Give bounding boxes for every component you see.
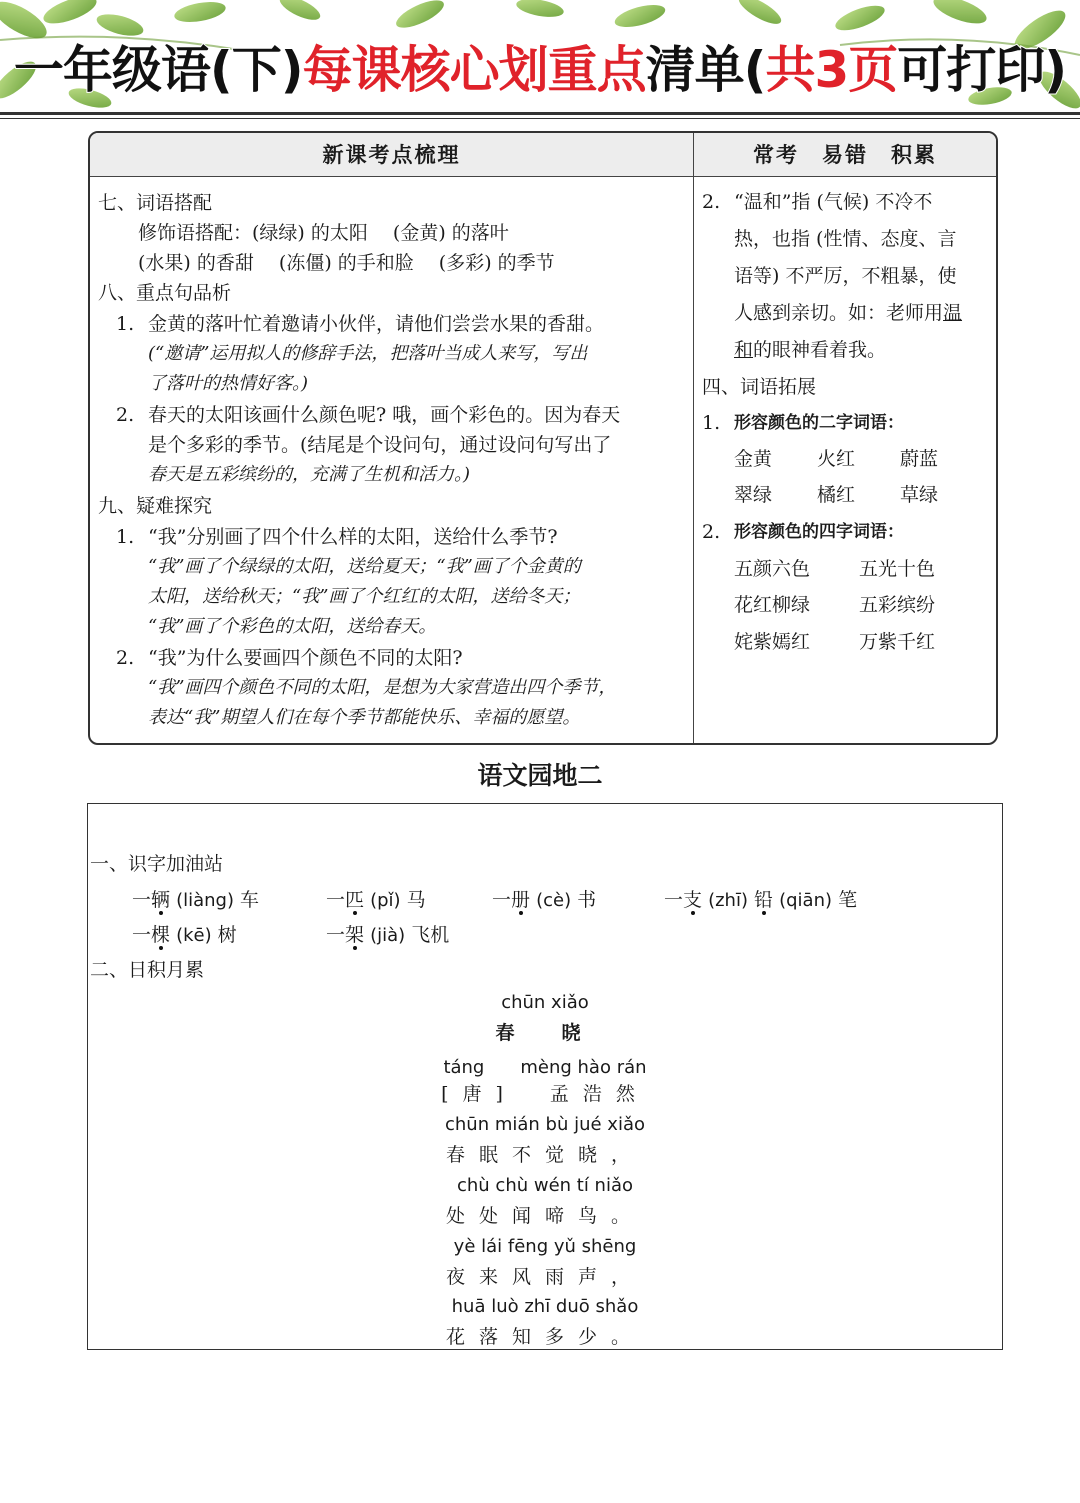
column-divider <box>693 176 694 743</box>
poem-line-pinyin: chūn mián bù jué xiǎo <box>445 1114 645 1135</box>
measure-noun: 树 <box>217 924 237 946</box>
section-7-title: 七、词语搭配 <box>98 192 213 214</box>
garden-section-2-title: 二、日积月累 <box>90 959 205 981</box>
measure-pinyin: (zhī) <box>708 890 748 911</box>
sub-1-title: 形容颜色的二字词语： <box>734 413 904 433</box>
section-8-item-2-line-2: 是个多彩的季节。(结尾是个设问句，通过设问句写出了 <box>148 434 612 456</box>
page-title <box>0 30 1080 102</box>
poem-title-pinyin: chūn xiǎo <box>501 992 589 1013</box>
sub-2-title: 形容颜色的四字词语： <box>734 522 904 542</box>
measure-noun: 铅 <box>754 889 774 911</box>
sub-1-number: 1. <box>702 412 721 434</box>
section-8-item-1-number: 1. <box>116 313 135 335</box>
measure-prefix: 一 <box>492 889 512 911</box>
measure-char: 棵 <box>151 924 171 946</box>
garden-title: 语文园地二 <box>477 761 603 790</box>
measure-prefix: 一 <box>132 924 152 946</box>
two-char-word: 蔚蓝 <box>900 448 939 470</box>
poem-line: 春眠不觉晓， <box>445 1144 644 1166</box>
poem-title: 春 晓 <box>495 1022 595 1044</box>
header-rule-thin <box>0 118 1080 119</box>
title-part-5: 可打印) <box>897 41 1067 99</box>
right-item-2-number: 2. <box>702 191 721 213</box>
section-8-item-2-text: 春天的太阳该画什么颜色呢? 哦，画个彩色的。因为春天 <box>148 404 621 426</box>
right-item-2-line-1: “温和”指 (气候) 不冷不 <box>734 191 933 213</box>
poem-author: [唐] 孟浩然 <box>441 1083 649 1105</box>
section-8-item-1-note-2: 了落叶的热情好客。) <box>148 373 309 394</box>
measure-pinyin-2: (qiān) <box>779 890 833 911</box>
measure-pinyin: (cè) <box>536 890 572 911</box>
section-9-title: 九、疑难探究 <box>98 495 213 517</box>
measure-noun-2: 笔 <box>838 889 858 911</box>
poem-line-pinyin: chù chù wén tí niǎo <box>456 1175 634 1196</box>
two-char-word: 金黄 <box>734 448 773 470</box>
poem-line-pinyin: yè lái fēng yǔ shēng <box>453 1236 637 1257</box>
measure-noun: 车 <box>240 889 260 911</box>
poem-line-pinyin: huā luò zhī duō shǎo <box>451 1296 639 1317</box>
right-item-2-line-5-text: 的眼神看着我。 <box>753 339 887 361</box>
poem-author-pinyin: táng mèng hào rán <box>443 1057 647 1078</box>
poem-line: 花落知多少。 <box>445 1326 644 1348</box>
right-item-2-underlined-word-a: 温 <box>943 302 963 324</box>
measure-word-item <box>326 921 449 950</box>
measure-prefix: 一 <box>326 889 346 911</box>
title-part-4: 共3页 <box>765 41 898 99</box>
measure-prefix: 一 <box>664 889 684 911</box>
sub-2-number: 2. <box>702 521 721 543</box>
measure-word-item <box>326 886 426 915</box>
measure-prefix: 一 <box>132 889 152 911</box>
right-item-2-line-4-text: 人感到亲切。如：老师用 <box>734 302 944 324</box>
measure-char: 册 <box>511 889 531 911</box>
section-9-question-1: “我”分别画了四个什么样的太阳，送给什么季节? <box>148 526 558 548</box>
right-item-2-line-2: 热，也指 (性情、态度、言 <box>734 228 957 250</box>
right-item-2-line-3: 语等) 不严厉，不粗暴，使 <box>734 265 957 287</box>
right-item-2-line-5 <box>734 335 886 365</box>
section-9-answer-2-line-1: “我”画四个颜色不同的太阳，是想为大家营造出四个季节， <box>148 677 617 698</box>
section-9-answer-2-line-2: 表达“我”期望人们在每个季节都能快乐、幸福的愿望。 <box>148 707 581 728</box>
two-char-word: 橘红 <box>817 484 856 506</box>
section-8-title: 八、重点句品析 <box>98 282 232 304</box>
measure-noun: 飞机 <box>411 924 450 946</box>
measure-char: 匹 <box>345 889 365 911</box>
section-8-item-1-text: 金黄的落叶忙着邀请小伙伴，请他们尝尝水果的香甜。 <box>148 313 605 335</box>
title-part-3: 清单( <box>645 41 766 99</box>
column-header-common-errors: 常考 易错 积累 <box>694 133 996 177</box>
measure-word-item <box>132 886 259 915</box>
measure-noun: 书 <box>577 889 597 911</box>
header-rule <box>0 112 1080 115</box>
section-8-item-1-note-1: (“邀请”运用拟人的修辞手法，把落叶当成人来写，写出 <box>148 343 588 364</box>
measure-pinyin: (jià) <box>370 925 406 946</box>
poem-line: 夜来风雨声， <box>445 1266 644 1288</box>
two-char-word: 火红 <box>817 448 856 470</box>
section-8-item-2-number: 2. <box>116 404 135 426</box>
measure-pinyin: (pǐ) <box>370 890 401 911</box>
measure-word-item <box>664 886 857 915</box>
measure-char: 架 <box>345 924 365 946</box>
section-7-line-2: (水果) 的香甜 (冻僵) 的手和脸 (多彩) 的季节 <box>138 252 555 274</box>
four-char-word: 五光十色 <box>859 558 936 580</box>
section-4-title: 四、词语拓展 <box>702 376 817 398</box>
measure-prefix: 一 <box>326 924 346 946</box>
section-9-question-1-number: 1. <box>116 526 135 548</box>
poem-line: 处处闻啼鸟。 <box>445 1205 644 1227</box>
two-char-word: 草绿 <box>900 484 939 506</box>
four-char-word: 姹紫嫣红 <box>734 631 811 653</box>
measure-word-item <box>132 921 237 950</box>
four-char-word: 花红柳绿 <box>734 594 811 616</box>
column-header-new-points: 新课考点梳理 <box>90 133 694 177</box>
garden-section-1-title: 一、识字加油站 <box>90 853 224 875</box>
section-7-line-1: 修饰语搭配：(绿绿) 的太阳 (金黄) 的落叶 <box>138 222 509 244</box>
section-9-question-2: “我”为什么要画四个颜色不同的太阳? <box>148 647 463 669</box>
two-char-word: 翠绿 <box>734 484 773 506</box>
section-9-answer-1-line-2: 太阳，送给秋天；“我”画了个红红的太阳，送给冬天； <box>148 586 581 607</box>
section-9-question-2-number: 2. <box>116 647 135 669</box>
measure-char: 支 <box>683 889 703 911</box>
header-banner <box>0 0 1080 112</box>
four-char-word: 五颜六色 <box>734 558 811 580</box>
section-9-answer-1-line-1: “我”画了个绿绿的太阳，送给夏天；“我”画了个金黄的 <box>148 556 581 577</box>
four-char-word: 万紫千红 <box>859 631 936 653</box>
right-item-2-underlined-word-b: 和 <box>734 339 754 361</box>
measure-char: 辆 <box>151 889 171 911</box>
garden-box <box>87 803 1003 1350</box>
section-8-item-2-line-3: 春天是五彩缤纷的，充满了生机和活力。) <box>148 464 471 485</box>
section-9-answer-1-line-3: “我”画了个彩色的太阳，送给春天。 <box>148 616 437 637</box>
right-item-2-line-4 <box>734 298 962 328</box>
measure-word-item <box>492 886 596 915</box>
key-points-table <box>88 131 998 745</box>
measure-noun: 马 <box>406 889 426 911</box>
measure-pinyin: (liàng) <box>176 890 234 911</box>
measure-pinyin: (kē) <box>176 925 212 946</box>
title-part-1: 一年级语(下) <box>13 41 303 99</box>
title-part-2: 每课核心划重点 <box>302 41 646 99</box>
four-char-word: 五彩缤纷 <box>859 594 936 616</box>
